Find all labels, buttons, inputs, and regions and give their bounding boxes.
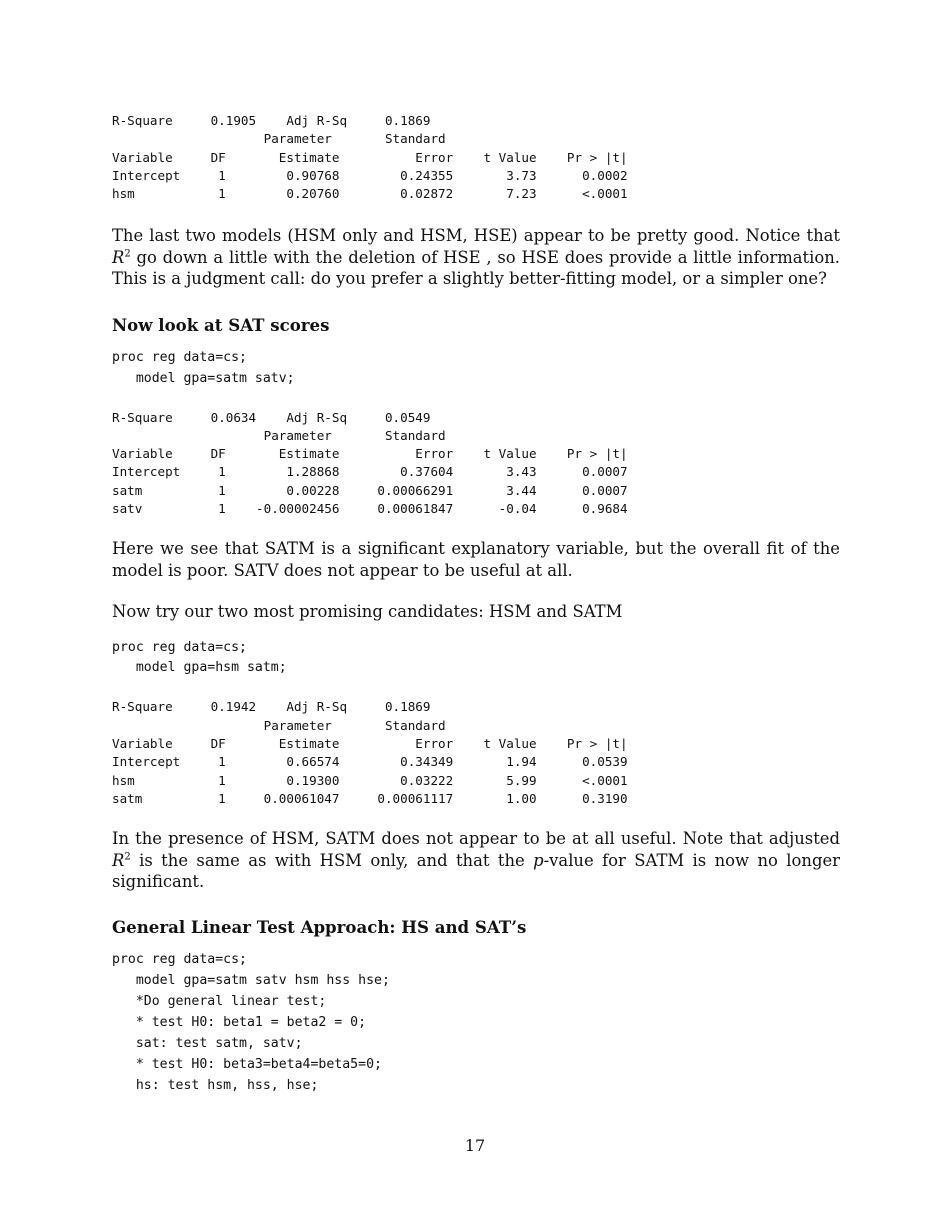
paragraph-candidates: Now try our two most promising candidates: HSM and SATM [112, 602, 623, 622]
paragraph-hsm-satm-result: In the presence of HSM, SATM does not appear to be at all useful. Note that adjusted $R^2$ is the same as with HSM only, and that the p-value for SATM is now no longer significant. [112, 829, 840, 891]
sas-code-hsm-satm: proc reg data=cs; model gpa=hsm satm; [112, 639, 287, 676]
paragraph-model-comparison: The last two models (HSM only and HSM, HSE) appear to be pretty good. Notice that $R^2$ go down a little with the deletion of HSE , so HSE does provide a little information. This is a judgment call: do you prefer a slightly better-fitting model, or a simpler one? [112, 226, 840, 289]
document-page [112, 112, 840, 1097]
sas-code-sat: proc reg data=cs; model gpa=satm satv; [112, 349, 295, 386]
sas-output-hsm-satm: R-Square 0.1942 Adj R-Sq 0.1869 Parameter Standard Variable DF Estimate Error t Value Pr > |t| Intercept 1 0.66574 0.34349 1.94 0.0539 hsm 1 0.19300 0.03222 5.99 <.0001 satm 1 0.00061047 0.00061117 1.00 0.3190 [112, 699, 628, 806]
paragraph-sat-result: Here we see that SATM is a significant explanatory variable, but the overall fit of the model is poor. SATV does not appear to be useful at all. [112, 539, 840, 580]
section-heading-sat: Now look at SAT scores [112, 314, 330, 335]
sas-code-general-linear-test: proc reg data=cs; model gpa=satm satv hsm hss hse; *Do general linear test; * test H0: beta1 = beta2 = 0; sat: test satm, satv; * test H0: beta3=beta4=beta5=0; hs: test hsm, hss, hse; [112, 952, 390, 1093]
page-number: 17 [464, 1136, 486, 1155]
section-heading-general-linear-test: General Linear Test Approach: HS and SAT’s [112, 917, 527, 938]
sas-output-sat: R-Square 0.0634 Adj R-Sq 0.0549 Parameter Standard Variable DF Estimate Error t Value Pr > |t| Intercept 1 1.28868 0.37604 3.43 0.0007 satm 1 0.00228 0.00066291 3.44 0.0007 satv 1 -0.00002456 0.00061847 -0.04 0.9684 [112, 409, 628, 516]
sas-output-hsm-hse: R-Square 0.1905 Adj R-Sq 0.1869 Parameter Standard Variable DF Estimate Error t Value Pr > |t| Intercept 1 0.90768 0.24355 3.73 0.0002 hsm 1 0.20760 0.02872 7.23 <.0001 [112, 113, 628, 202]
